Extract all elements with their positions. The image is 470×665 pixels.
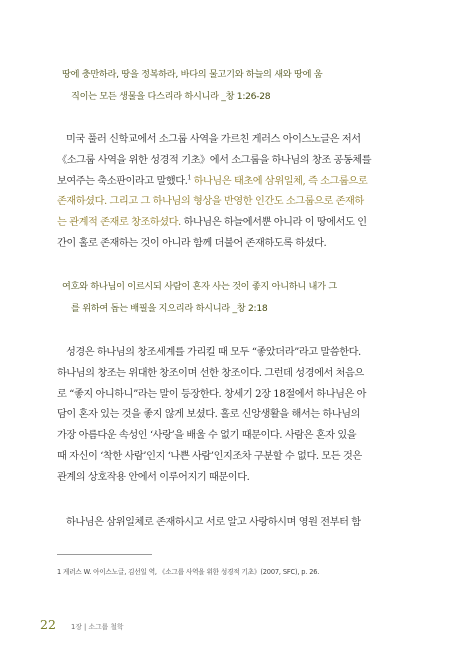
paragraph-line: 하나님의 창조는 위대한 창조이며 선한 창조이다. 그런데 성경에서 처음으 [57, 367, 364, 379]
paragraph-line [57, 172, 415, 193]
scripture-quote-genesis-2 [62, 276, 414, 320]
quote-line: 를 위하여 돕는 배필을 지으리라 하시니라 _창 2:18 [71, 303, 268, 314]
footnote-marker: 1 [187, 174, 191, 182]
paragraph-line: 《소그룹 사역을 위한 성경적 기초》에서 소그룹을 하나님의 창조 공동체를 [57, 154, 372, 166]
quote-line: 여호와 하나님이 이르시되 사람이 혼자 사는 것이 좋지 아니하니 내가 그 [62, 281, 337, 292]
paragraph-line: 때 자신이 ‘착한 사람’인지 ‘나쁜 사람’인지조차 구분할 수 없다. 모든 것은 [57, 450, 362, 462]
paragraph-line: 로 “좋지 아니하니”라는 말이 등장한다. 창세기 2장 18절에서 하나님은 아 [57, 388, 367, 400]
paragraph-line: 담이 혼자 있는 것을 좋지 않게 보셨다. 홀로 신앙생활을 해서는 하나님의 [57, 409, 361, 421]
paragraph-line [57, 213, 415, 234]
scripture-quote-genesis-1 [62, 64, 414, 108]
paragraph-text: 보여주는 축소판이라고 말했다. [57, 175, 188, 187]
footnote-divider [57, 554, 152, 555]
footnote: 1 게러스 W. 아이스노글, 김선일 역, 《소그룹 사역을 위한 성경적 기초》(2007, SFC), p. 26. [57, 568, 320, 576]
body-paragraph-2 [57, 343, 415, 489]
paragraph-line: 관계의 상호작용 안에서 이루어지기 때문이다. [57, 471, 250, 483]
paragraph-text: 하나님은 하늘에서뿐 아니라 이 땅에서도 인 [180, 217, 367, 229]
paragraph-line: 간이 홀로 존재하는 것이 아니라 함께 더불어 존재하도록 하셨다. [57, 237, 327, 249]
body-paragraph-3 [57, 513, 415, 534]
body-paragraph-1 [57, 130, 415, 255]
highlighted-text: 는 관계적 존재로 창조하셨다. [57, 217, 181, 229]
quote-line: 땅에 충만하라, 땅을 정복하라, 바다의 물고기와 하늘의 새와 땅에 움 [62, 69, 323, 80]
paragraph-line: 미국 풀러 신학교에서 소그룹 사역을 가르친 게러스 아이스노글은 저서 [66, 134, 361, 145]
page-number: 22 [40, 617, 56, 632]
highlighted-text: 존재하셨다. 그리고 그 하나님의 형상을 반영한 인간도 소그룹으로 존재하 [57, 196, 364, 208]
running-footer: 1장 | 소그룹 철학 [71, 623, 124, 631]
paragraph-line: 가장 아름다운 속성인 ‘사랑’을 배울 수 없기 때문이다. 사람은 혼자 있을 [57, 430, 357, 442]
paragraph-line: 하나님은 삼위일체로 존재하시고 서로 알고 사랑하시며 영원 전부터 함 [66, 517, 361, 528]
paragraph-line: 성경은 하나님의 창조세계를 가리킬 때 모두 “좋았더라”라고 말씀한다. [66, 347, 361, 358]
quote-line: 직이는 모든 생물을 다스리라 하시니라 _창 1:26-28 [71, 91, 271, 102]
highlighted-text: 하나님은 태초에 삼위일체, 즉 소그룹으로 [190, 175, 368, 187]
